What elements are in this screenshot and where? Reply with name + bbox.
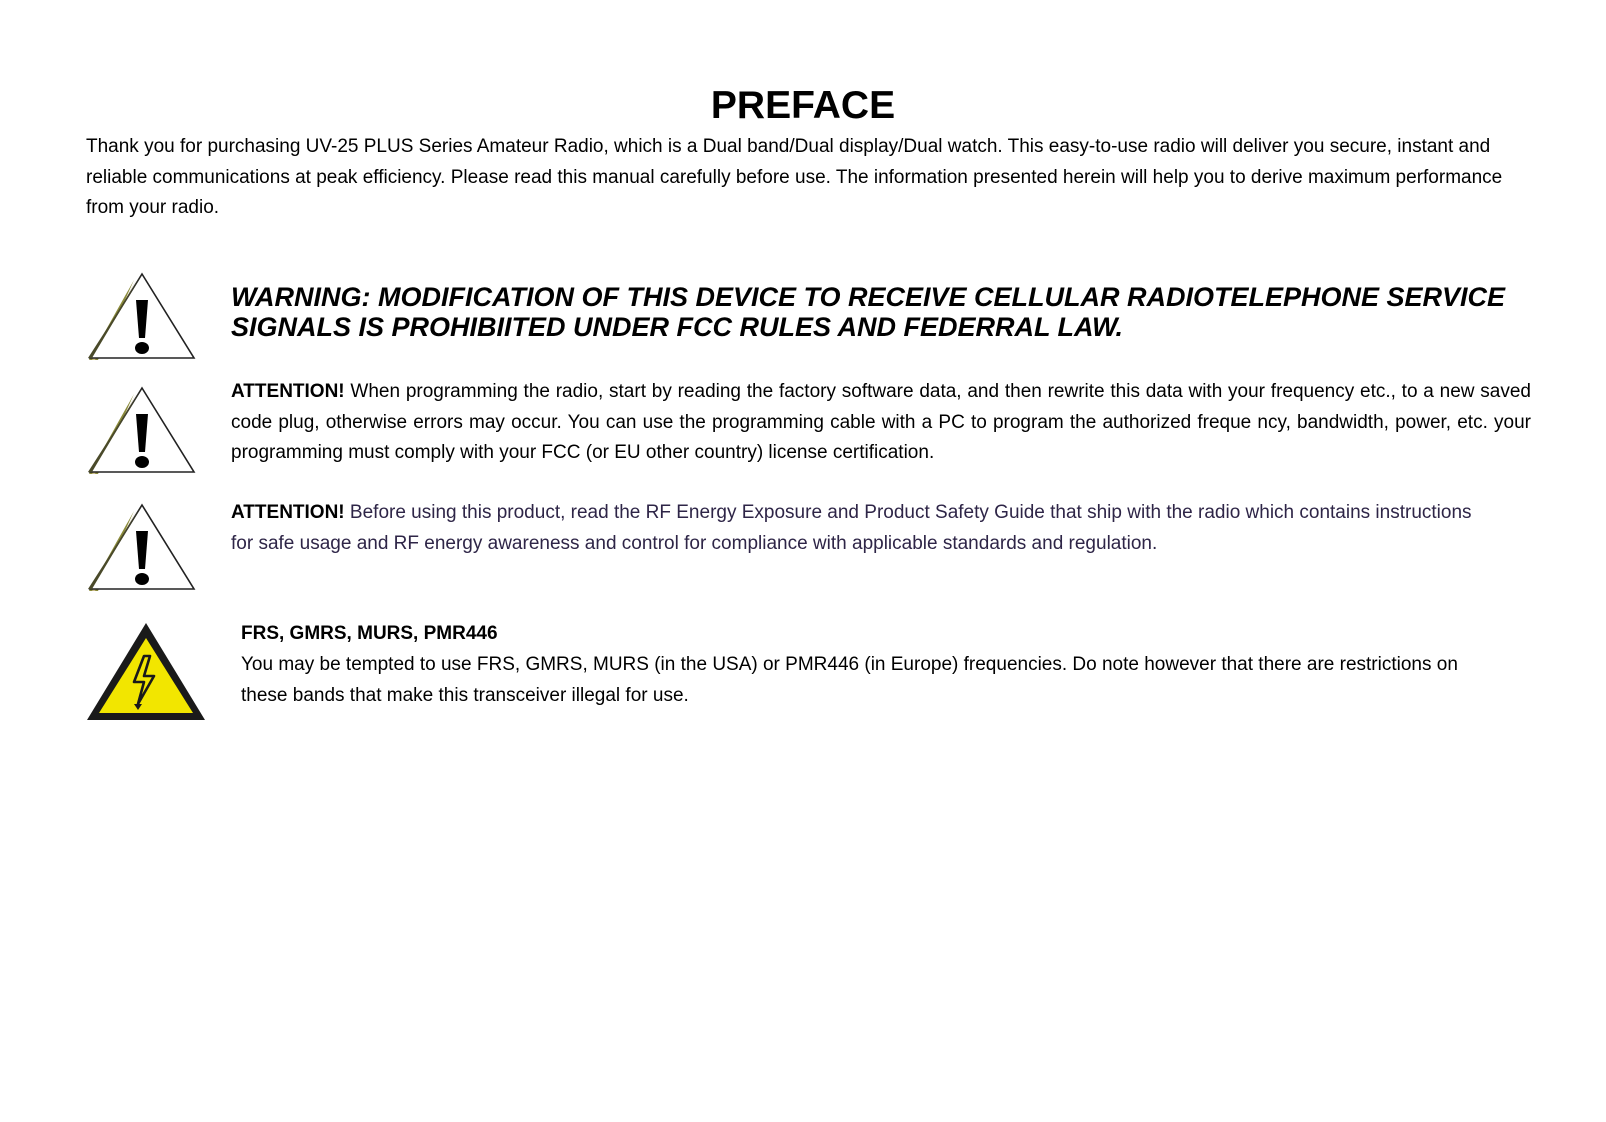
exclamation-triangle-icon [84, 503, 196, 595]
attention-label: ATTENTION! [231, 502, 345, 523]
attention-label: ATTENTION! [231, 381, 345, 402]
fcc-warning-heading: WARNING: MODIFICATION OF THIS DEVICE TO RECEIVE CELLULAR RADIOTELEPHONE SERVICE SIGNALS IS PROHIBIITED UNDER FCC RULES AND FEDERRAL LAW. [231, 282, 1506, 342]
attention-programming-text: When programming the radio, start by reading the factory software data, and then rewrite this data with your frequency etc., to a new saved code plug, otherwise errors may occur. You can use the programming cable with a PC to program the authorized freque ncy, bandwidth, power, etc. your programming must comply with your FCC (or EU other country) license certification. [231, 381, 1531, 463]
exclamation-triangle-icon [84, 386, 196, 478]
attention-programming-paragraph [231, 377, 1531, 469]
frs-paragraph: You may be tempted to use FRS, GMRS, MURS (in the USA) or PMR446 (in Europe) frequencies. Do note however that there are restrictions on these bands that make this transceiver illegal for use. [241, 654, 1458, 706]
intro-paragraph: Thank you for purchasing UV-25 PLUS Series Amateur Radio, which is a Dual band/Dual display/Dual watch. This easy-to-use radio will deliver you secure, instant and reliable communications at peak efficiency. Please read this manual carefully before use. The information presented herein will help you to derive maximum performance from your radio. [86, 136, 1503, 218]
frs-heading: FRS, GMRS, MURS, PMR446 [241, 623, 498, 644]
high-voltage-icon [84, 620, 208, 724]
attention-rf-paragraph [231, 498, 1491, 559]
attention-rf-text: Before using this product, read the RF Energy Exposure and Product Safety Guide that ship with the radio which contains instructions for safe usage and RF energy awareness and control for compliance with applicable standards and regulation. [231, 502, 1472, 554]
page-title: PREFACE [710, 84, 896, 127]
exclamation-triangle-icon [84, 272, 196, 364]
